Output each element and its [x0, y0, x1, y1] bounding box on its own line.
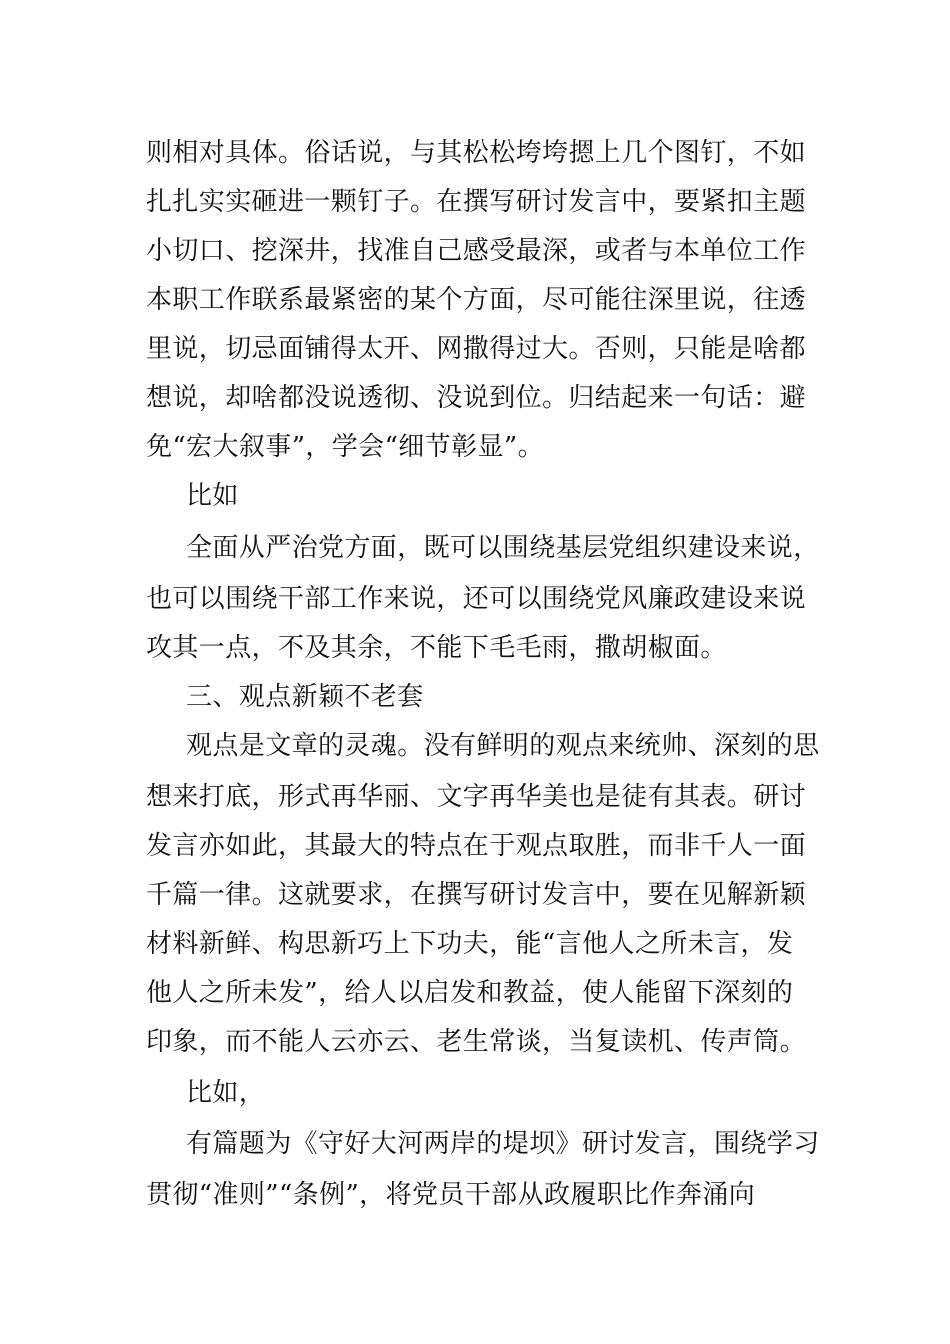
- text-line: 材料新鲜、构思新巧上下功夫，能“言他人之所未言，发: [146, 929, 794, 959]
- text-line: 本职工作联系最紧密的某个方面，尽可能往深里说，往透: [146, 285, 807, 315]
- text-line: 比如，: [186, 1078, 266, 1108]
- text-line: 则相对具体。俗话说，与其松松垮垮摁上几个图钉，不如: [146, 138, 807, 168]
- text-line: 小切口、挖深井，找准自己感受最深，或者与本单位工作: [146, 236, 807, 266]
- text-line: 想说，却啥都没说透彻、没说到位。归结起来一句话：避: [146, 383, 807, 413]
- text-line: 发言亦如此，其最大的特点在于观点取胜，而非千人一面: [146, 831, 807, 861]
- section-heading: 三、观点新颖不老套: [186, 682, 424, 712]
- text-line: 全面从严治党方面，既可以围绕基层党组织建设来说，: [186, 533, 820, 563]
- text-line: 印象，而不能人云亦云、老生常谈，当复读机、传声筒。: [146, 1027, 807, 1057]
- text-line: 也可以围绕干部工作来说，还可以围绕党风廉政建设来说: [146, 584, 807, 614]
- text-line: 有篇题为《守好大河两岸的堤坝》研讨发言，围绕学习: [186, 1129, 820, 1159]
- text-line: 观点是文章的灵魂。没有鲜明的观点来统帅、深刻的思: [186, 731, 820, 761]
- text-line: 想来打底，形式再华丽、文字再华美也是徒有其表。研讨: [146, 782, 807, 812]
- text-line: 贯彻“准则”“条例”，将党员干部从政履职比作奔涌向: [146, 1180, 756, 1210]
- text-line: 免“宏大叙事”，学会“细节彰显”。: [146, 432, 544, 462]
- text-line: 比如: [186, 481, 239, 511]
- text-line: 扎扎实实砸进一颗钉子。在撰写研讨发言中，要紧扣主题: [146, 187, 807, 217]
- text-line: 里说，切忌面铺得太开、网撒得过大。否则，只能是啥都: [146, 334, 807, 364]
- text-line: 他人之所未发”，给人以启发和教益，使人能留下深刻的: [146, 978, 794, 1008]
- text-line: 攻其一点，不及其余，不能下毛毛雨，撒胡椒面。: [146, 633, 727, 663]
- text-line: 千篇一律。这就要求，在撰写研讨发言中，要在见解新颖: [146, 880, 807, 910]
